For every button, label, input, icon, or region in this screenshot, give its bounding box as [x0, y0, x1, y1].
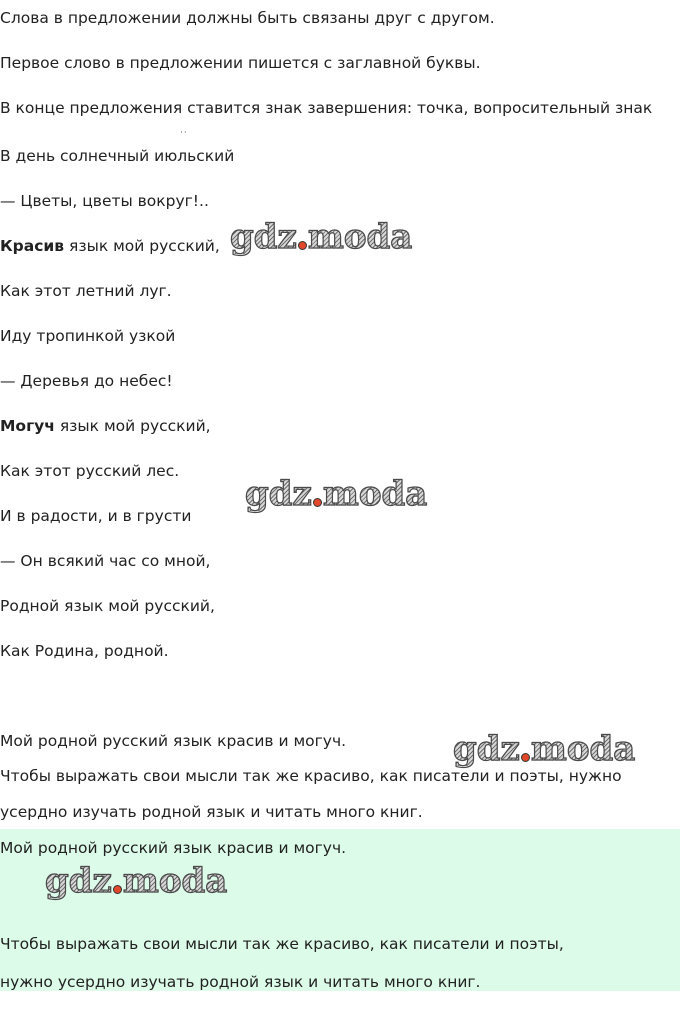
poem-line: — Деревья до небес!	[0, 372, 173, 390]
conclusion-line: Мой родной русский язык красив и могуч.	[0, 732, 347, 750]
poem-line: Как этот русский лес.	[0, 462, 180, 480]
poem-bold-word: Могуч	[0, 417, 55, 435]
poem-bold-word: Красив	[0, 237, 65, 255]
poem-line: В день солнечный июльский	[0, 147, 235, 165]
poem-line: Как Родина, родной.	[0, 642, 169, 660]
rule-text: Слова в предложении должны быть связаны друг с другом.	[0, 9, 495, 27]
answer-line: нужно усердно изучать родной язык и читать много книг.	[0, 973, 481, 991]
poem-line: — Он всякий час со мной,	[0, 552, 211, 570]
watermark-logo: gdz moda	[453, 729, 636, 769]
poem-line	[0, 236, 220, 256]
poem-line-rest: язык мой русский,	[54, 417, 211, 435]
watermark-logo: gdz moda	[245, 474, 428, 514]
rule-text: Первое слово в предложении пишется с заглавной буквы.	[0, 54, 481, 72]
watermark-logo: gdz moda	[45, 861, 228, 901]
poem-line: Как этот летний луг.	[0, 282, 172, 300]
answer-line: Мой родной русский язык красив и могуч.	[0, 839, 347, 857]
truncation-dots: ··	[180, 128, 188, 138]
rule-text: В конце предложения ставится знак завершения: точка, вопросительный знак	[0, 99, 653, 117]
poem-line: — Цветы, цветы вокруг!..	[0, 192, 209, 210]
poem-line: И в радости, и в грусти	[0, 507, 192, 525]
conclusion-line: Чтобы выражать свои мысли так же красиво, как писатели и поэты, нужно	[0, 767, 622, 785]
poem-line: Родной язык мой русский,	[0, 597, 215, 615]
watermark-logo: gdz moda	[230, 217, 413, 257]
answer-line: Чтобы выражать свои мысли так же красиво, как писатели и поэты,	[0, 935, 564, 953]
conclusion-line: усердно изучать родной язык и читать много книг.	[0, 803, 423, 821]
poem-line-rest: язык мой русский,	[64, 237, 220, 255]
poem-line	[0, 416, 211, 436]
poem-line: Иду тропинкой узкой	[0, 327, 176, 345]
